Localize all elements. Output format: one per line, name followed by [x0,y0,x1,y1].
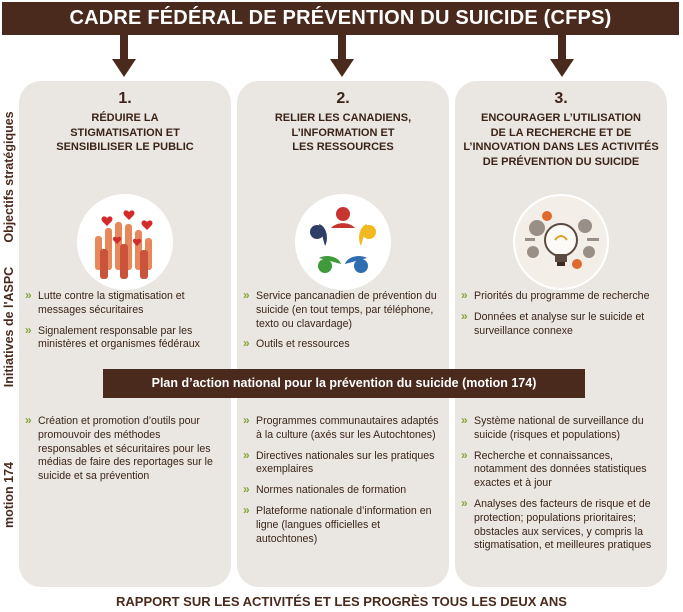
objective-title: RÉDUIRE LA STIGMATISATION ET SENSIBILISER LE PUBLIC [56,112,194,153]
report-footer: RAPPORT SUR LES ACTIVITÉS ET LES PROGRÈS TOUS LES DEUX ANS [116,594,567,609]
raised-hands-hearts-icon [77,194,173,290]
list-item: » Directives nationales sur les pratiques exemplaires [243,450,443,478]
national-action-plan-banner: Plan d’action national pour la prévention du suicide (motion 174) [103,369,585,398]
motion-list [25,415,225,491]
list-item: » Normes nationales de formation [243,484,443,498]
objective-column-1 [19,81,231,587]
down-arrow-icon [550,35,574,77]
list-item: » Programmes communautaires adaptés à la culture (axés sur les Autochtones) [243,415,443,443]
side-label-motion: motion 174 [2,462,16,528]
objective-number: 1. [118,90,132,107]
list-item: » Plateforme nationale d’information en ligne (langues officielles et autochtones) [243,505,443,546]
objective-column-3 [455,81,667,587]
initiatives-list [243,290,443,359]
motion-list [461,415,661,560]
connected-people-circle-icon [295,194,391,290]
list-item: » Signalement responsable par les ministères et organismes fédéraux [25,325,225,353]
framework-title: CADRE FÉDÉRAL DE PRÉVENTION DU SUICIDE (CFPS) [2,2,679,35]
initiatives-list [25,290,225,359]
down-arrow-icon [330,35,354,77]
objective-number: 2. [336,90,350,107]
list-item: » Lutte contre la stigmatisation et messages sécuritaires [25,290,225,318]
list-item: » Création et promotion d’outils pour promouvoir des méthodes responsables et sécuritaires pour les médias de faire des reportages sur le suicide et sa prévention [25,415,225,484]
list-item: » Service pancanadien de prévention du suicide (en tout temps, par téléphone, texto ou clavardage) [243,290,443,331]
objective-number: 3. [554,90,568,107]
list-item: » Recherche et connaissances, notamment des données statistiques exactes et à jour [461,450,661,491]
list-item: » Analyses des facteurs de risque et de protection; populations prioritaires; obstacles aux services, y compris la stigmatisation, et meilleures pratiques [461,498,661,553]
list-item: » Système national de surveillance du suicide (risques et populations) [461,415,661,443]
research-lightbulb-gears-icon [513,194,609,290]
motion-list [243,415,443,553]
list-item: » Données et analyse sur le suicide et surveillance connexe [461,311,661,339]
objective-title: RELIER LES CANADIENS, L’INFORMATION ET LES RESSOURCES [274,112,412,153]
list-item: » Priorités du programme de recherche [461,290,661,304]
objective-column-2 [237,81,449,587]
down-arrow-icon [112,35,136,77]
side-label-objectives: Objectifs stratégiques [2,111,16,243]
initiatives-list [461,290,661,345]
objective-title: ENCOURAGER L’UTILISATION DE LA RECHERCHE ET DE L’INNOVATION DANS LES ACTIVITÉS DE PRÉVENTION DU SUICIDE [463,112,659,168]
list-item: » Outils et ressources [243,338,443,352]
side-label-initiatives: Initiatives de l'ASPC [2,266,16,388]
